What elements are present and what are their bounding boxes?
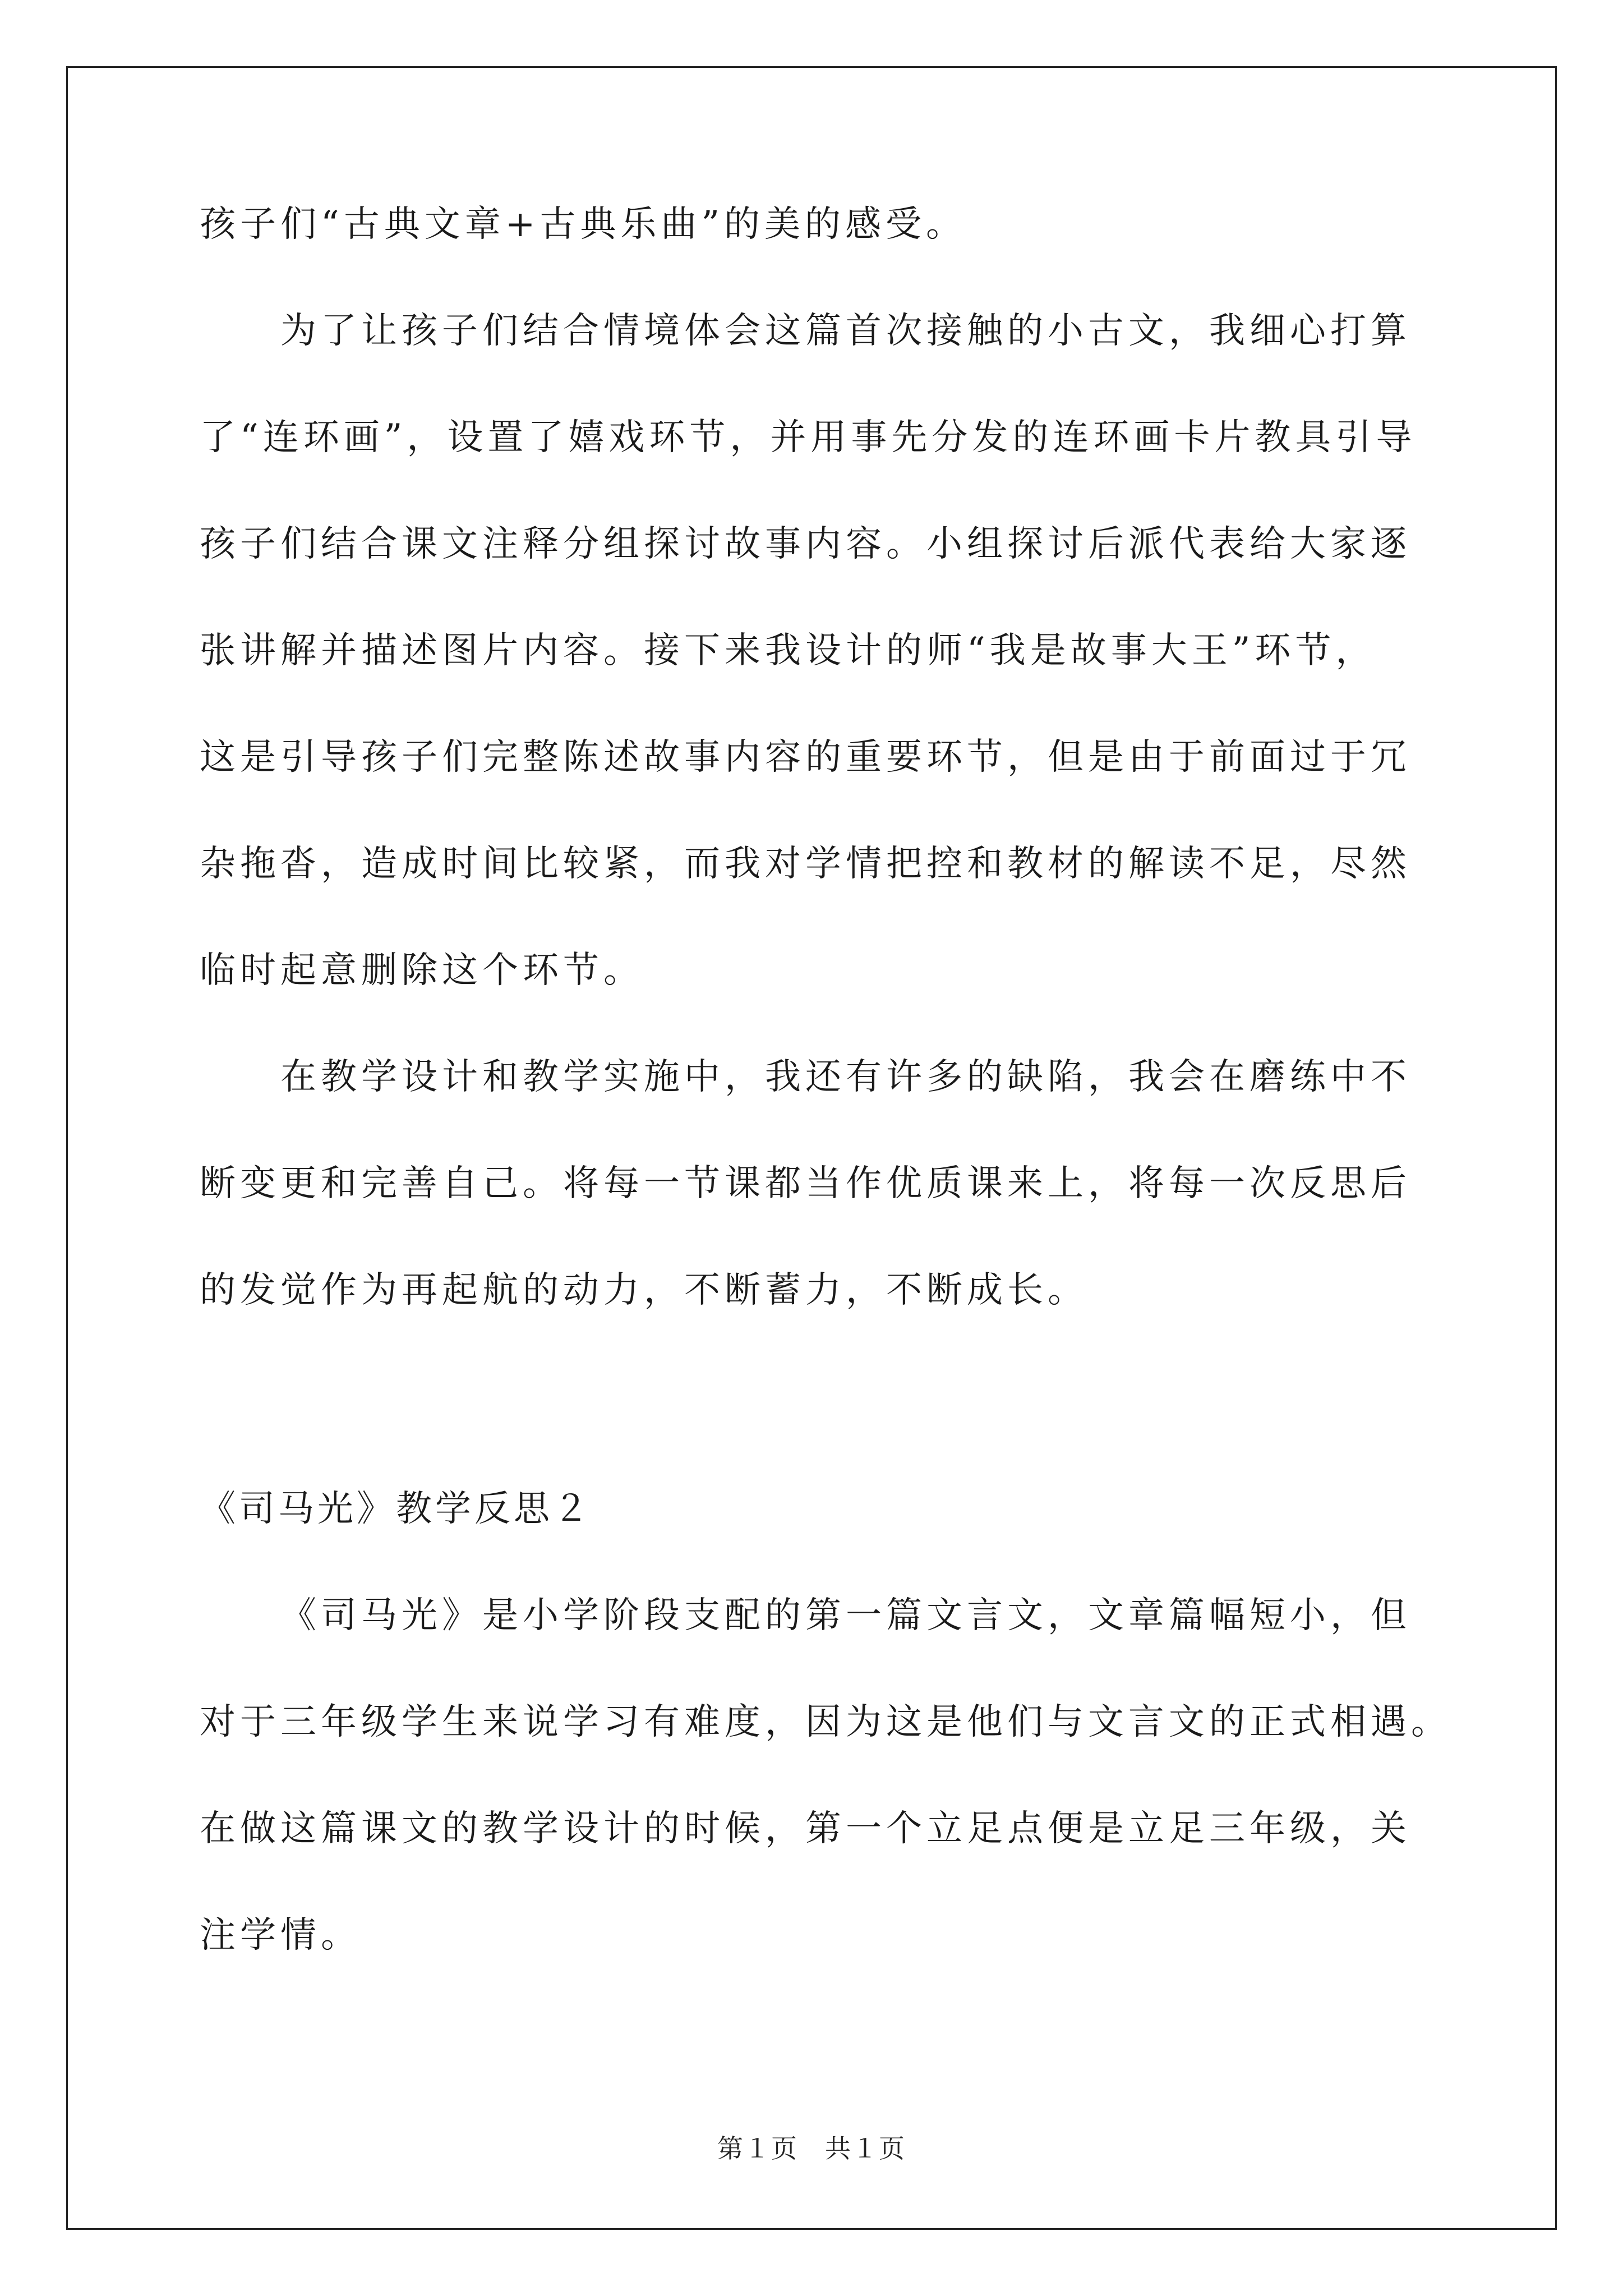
paragraph-4-line-4: 注学情。 (200, 1915, 361, 1956)
paragraph-2-line-2: 了“连环画”，设置了嬉戏环节，并用事先分发的连环画卡片教具引导 (200, 417, 1417, 458)
section-heading: 《司马光》教学反思２ (200, 1488, 592, 1530)
paragraph-3-line-2: 断变更和完善自己。将每一节课都当作优质课来上，将每一次反思后 (200, 1163, 1411, 1204)
paragraph-4-line-3: 在做这篇课文的教学设计的时候，第一个立足点便是立足三年级，关 (200, 1808, 1411, 1849)
paragraph-4-line-1: 《司马光》是小学阶段支配的第一篇文言文，文章篇幅短小，但 (280, 1595, 1411, 1636)
paragraph-2-line-1: 为了让孩子们结合情境体会这篇首次接触的小古文，我细心打算 (280, 310, 1411, 352)
paragraph-3-line-1: 在教学设计和教学实施中，我还有许多的缺陷，我会在磨练中不 (280, 1056, 1411, 1098)
paragraph-1-line-1: 孩子们“古典文章+古典乐曲”的美的感受。 (200, 204, 967, 245)
paragraph-2-line-3: 孩子们结合课文注释分组探讨故事内容。小组探讨后派代表给大家逐 (200, 523, 1411, 565)
paragraph-3-line-3: 的发觉作为再起航的动力，不断蓄力，不断成长。 (200, 1269, 1088, 1311)
paragraph-2-line-6: 杂拖沓，造成时间比较紧，而我对学情把控和教材的解读不足，尽然 (200, 843, 1411, 885)
paragraph-2-line-7: 临时起意删除这个环节。 (200, 950, 644, 991)
paragraph-2-line-4: 张讲解并描述图片内容。接下来我设计的师“我是故事大王”环节， (200, 630, 1376, 671)
page-number-footer: 第１页 共１页 (717, 2133, 906, 2164)
page-border (66, 66, 1557, 2230)
paragraph-4-line-2: 对于三年级学生来说学习有难度，因为这是他们与文言文的正式相遇。 (200, 1701, 1451, 1743)
paragraph-2-line-5: 这是引导孩子们完整陈述故事内容的重要环节，但是由于前面过于冗 (200, 737, 1411, 778)
